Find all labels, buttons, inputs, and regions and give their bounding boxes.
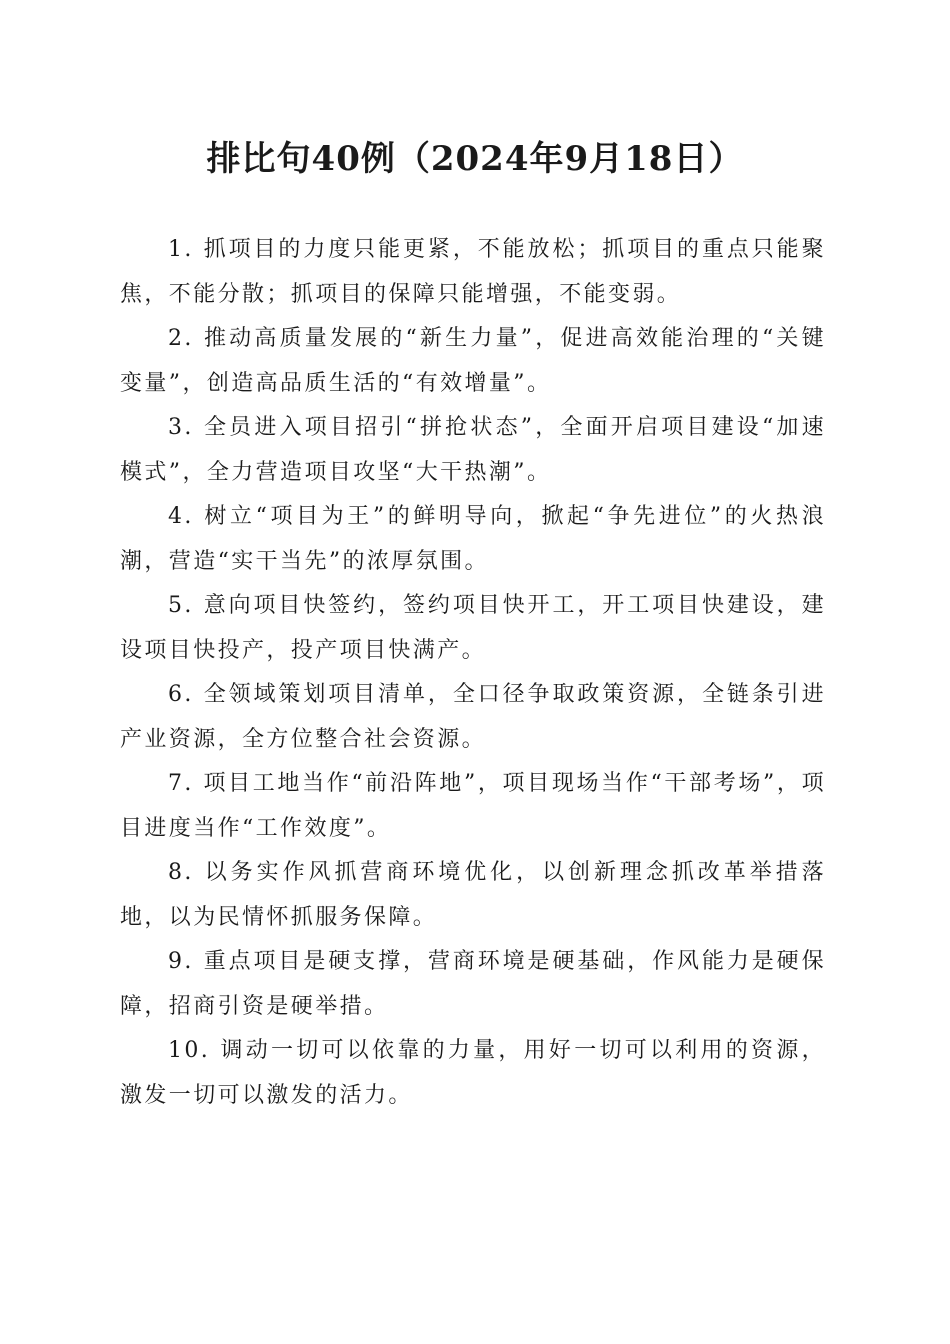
list-item: 10. 调动一切可以依靠的力量，用好一切可以利用的资源，激发一切可以激发的活力。 xyxy=(120,1038,826,1108)
list-item: 6. 全领域策划项目清单，全口径争取政策资源，全链条引进产业资源，全方位整合社会资源。 xyxy=(120,682,826,752)
list-item: 2. 推动高质量发展的“新生力量”，促进高效能治理的“关键变量”，创造高品质生活的“有效增量”。 xyxy=(120,326,826,396)
document-title: 排比句40例（2024年9月18日） xyxy=(206,139,744,179)
list-item: 4. 树立“项目为王”的鲜明导向，掀起“争先进位”的火热浪潮，营造“实干当先”的浓厚氛围。 xyxy=(120,504,826,574)
list-item: 5. 意向项目快签约，签约项目快开工，开工项目快建设，建设项目快投产，投产项目快满产。 xyxy=(120,593,826,663)
list-item: 7. 项目工地当作“前沿阵地”，项目现场当作“干部考场”，项目进度当作“工作效度”。 xyxy=(120,771,826,841)
list-item: 3. 全员进入项目招引“拼抢状态”，全面开启项目建设“加速模式”，全力营造项目攻坚“大干热潮”。 xyxy=(120,415,826,485)
sentence-list xyxy=(120,228,826,1118)
list-item: 1. 抓项目的力度只能更紧，不能放松；抓项目的重点只能聚焦，不能分散；抓项目的保障只能增强，不能变弱。 xyxy=(120,237,826,307)
list-item: 9. 重点项目是硬支撑，营商环境是硬基础，作风能力是硬保障，招商引资是硬举措。 xyxy=(120,949,826,1019)
list-item: 8. 以务实作风抓营商环境优化，以创新理念抓改革举措落地，以为民情怀抓服务保障。 xyxy=(120,860,826,930)
